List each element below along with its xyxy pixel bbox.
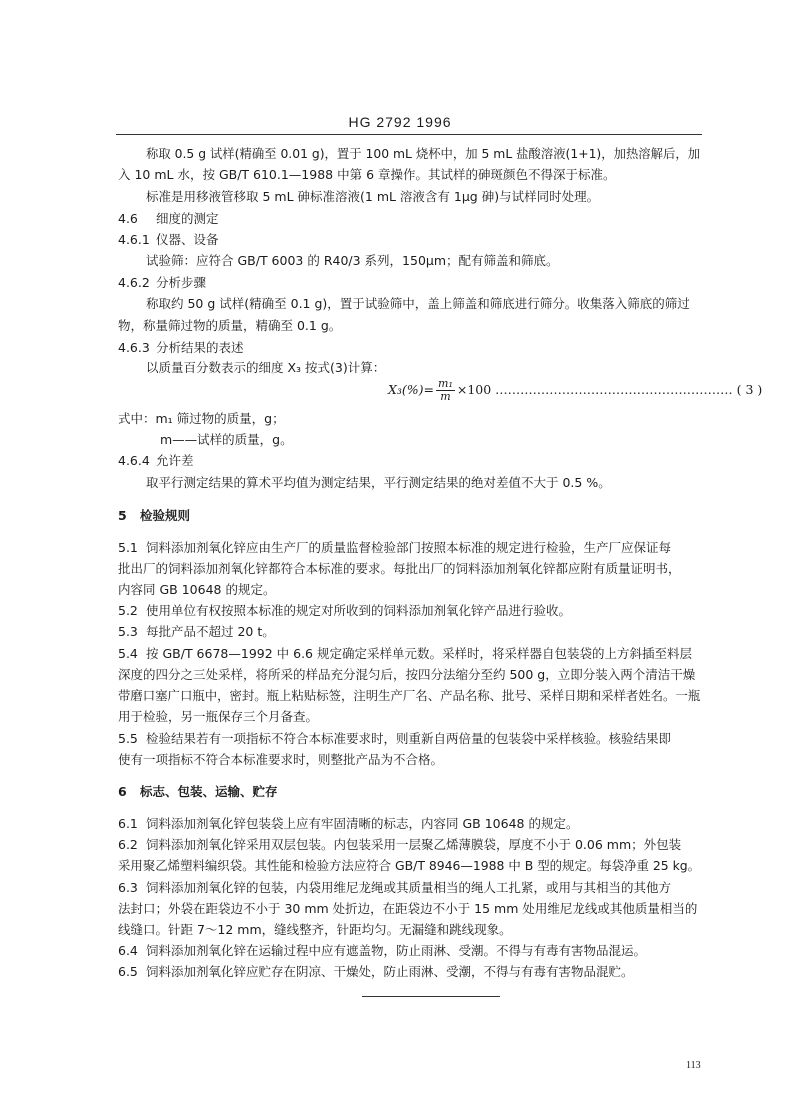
clause: 5.5 检验结果若有一项指标不符合本标准要求时，则重新自两倍量的包装袋中采样核验。核验结果即 bbox=[118, 731, 672, 746]
clause: 6.1 饲料添加剂氧化锌包装袋上应有牢固清晰的标志，内容同 GB 10648 的规定。 bbox=[118, 816, 579, 831]
text-line: 法封口；外袋在距袋边不小于 30 mm 处折边，在距袋边不小于 15 mm 处用维尼龙线或其他质量相当的 bbox=[118, 901, 698, 916]
formula-numerator: m₁ bbox=[438, 377, 453, 390]
text-line: 深度的四分之三处采样，将所采的样品充分混匀后，按四分法缩分至约 500 g，立即分装入两个清洁干燥 bbox=[118, 667, 696, 682]
section-heading: 4.6.3 分析结果的表述 bbox=[118, 340, 244, 355]
formula-lhs: X₃(%)= bbox=[388, 382, 435, 397]
formula-rhs: ×100 ………………………………………………… ( 3 ) bbox=[456, 382, 763, 397]
section-heading: 4.6.2 分析步骤 bbox=[118, 275, 207, 290]
section-heading: 4.6 细度的测定 bbox=[118, 211, 219, 226]
chapter-heading: 5 检验规则 bbox=[118, 508, 191, 523]
clause: 6.3 饲料添加剂氧化锌的包装，内袋用维尼龙绳或其质量相当的绳人工扎紧，或用与其相当的其他方 bbox=[118, 880, 672, 895]
formula-3 bbox=[388, 378, 762, 403]
text-line: 称取 0.5 g 试样(精确至 0.01 g)，置于 100 mL 烧杯中，加 5 mL 盐酸溶液(1+1)，加热溶解后，加 bbox=[146, 146, 701, 161]
formula-fraction bbox=[436, 378, 455, 403]
clause: 6.5 饲料添加剂氧化锌应贮存在阴凉、干燥处，防止雨淋、受潮，不得与有毒有害物品混贮。 bbox=[118, 964, 634, 979]
end-rule bbox=[362, 996, 500, 997]
chapter-heading: 6 标志、包装、运输、贮存 bbox=[118, 784, 278, 799]
text-line: 带磨口塞广口瓶中，密封。瓶上粘贴标签，注明生产厂名、产品名称、批号、采样日期和采样者姓名。一瓶 bbox=[118, 688, 701, 703]
clause: 5.3 每批产品不超过 20 t。 bbox=[118, 624, 275, 639]
section-heading: 4.6.1 仪器、设备 bbox=[118, 232, 219, 247]
clause: 5.4 按 GB/T 6678—1992 中 6.6 规定确定采样单元数。采样时，将采样器自包装袋的上方斜插至料层 bbox=[118, 646, 692, 661]
text-line: 批出厂的饲料添加剂氧化锌都符合本标准的要求。每批出厂的饲料添加剂氧化锌都应附有质量证明书， bbox=[118, 561, 681, 576]
text-line: 试验筛：应符合 GB/T 6003 的 R40/3 系列，150μm；配有筛盖和筛底。 bbox=[146, 253, 559, 268]
text-line: 标准是用移液管移取 5 mL 砷标准溶液(1 mL 溶液含有 1μg 砷)与试样同时处理。 bbox=[146, 189, 600, 204]
clause: 5.2 使用单位有权按照本标准的规定对所收到的饲料添加剂氧化锌产品进行验收。 bbox=[118, 603, 572, 618]
where-line: 式中：m₁ 筛过物的质量，g； bbox=[118, 411, 285, 426]
text-line: 线缝口。针距 7～12 mm，缝线整齐，针距均匀。无漏缝和跳线现象。 bbox=[118, 922, 512, 937]
text-line: 内容同 GB 10648 的规定。 bbox=[118, 582, 276, 597]
section-heading: 4.6.4 允许差 bbox=[118, 453, 194, 468]
formula-denominator: m bbox=[440, 390, 451, 403]
text-line: 称取约 50 g 试样(精确至 0.1 g)，置于试验筛中，盖上筛盖和筛底进行筛分。收集落入筛底的筛过 bbox=[146, 296, 690, 311]
text-line: 入 10 mL 水，按 GB/T 610.1—1988 中第 6 章操作。其试样的砷斑颜色不得深于标准。 bbox=[118, 167, 616, 182]
clause: 5.1 饲料添加剂氧化锌应由生产厂的质量监督检验部门按照本标准的规定进行检验，生产厂应保证每 bbox=[118, 540, 672, 555]
text-line: 物，称量筛过物的质量，精确至 0.1 g。 bbox=[118, 318, 342, 333]
clause: 6.2 饲料添加剂氧化锌采用双层包装。内包装采用一层聚乙烯薄膜袋，厚度不小于 0.06 mm；外包装 bbox=[118, 837, 682, 852]
text-line: 以质量百分数表示的细度 X₃ 按式(3)计算： bbox=[146, 360, 386, 375]
text-line: 用于检验，另一瓶保存三个月备查。 bbox=[118, 709, 319, 724]
page-number: 113 bbox=[686, 1060, 701, 1071]
clause: 6.4 饲料添加剂氧化锌在运输过程中应有遮盖物，防止雨淋、受潮。不得与有毒有害物品混运。 bbox=[118, 943, 647, 958]
text-line: 取平行测定结果的算术平均值为测定结果，平行测定结果的绝对差值不大于 0.5 %。 bbox=[146, 475, 611, 490]
header-rule bbox=[116, 134, 702, 135]
text-line: 采用聚乙烯塑料编织袋。其性能和检验方法应符合 GB/T 8946—1988 中 B 型的规定。每袋净重 25 kg。 bbox=[118, 858, 701, 873]
text-line: 使有一项指标不符合本标准要求时，则整批产品为不合格。 bbox=[118, 752, 444, 767]
where-line: m——试样的质量，g。 bbox=[160, 432, 293, 447]
standard-header: HG 2792 1996 bbox=[348, 114, 452, 130]
